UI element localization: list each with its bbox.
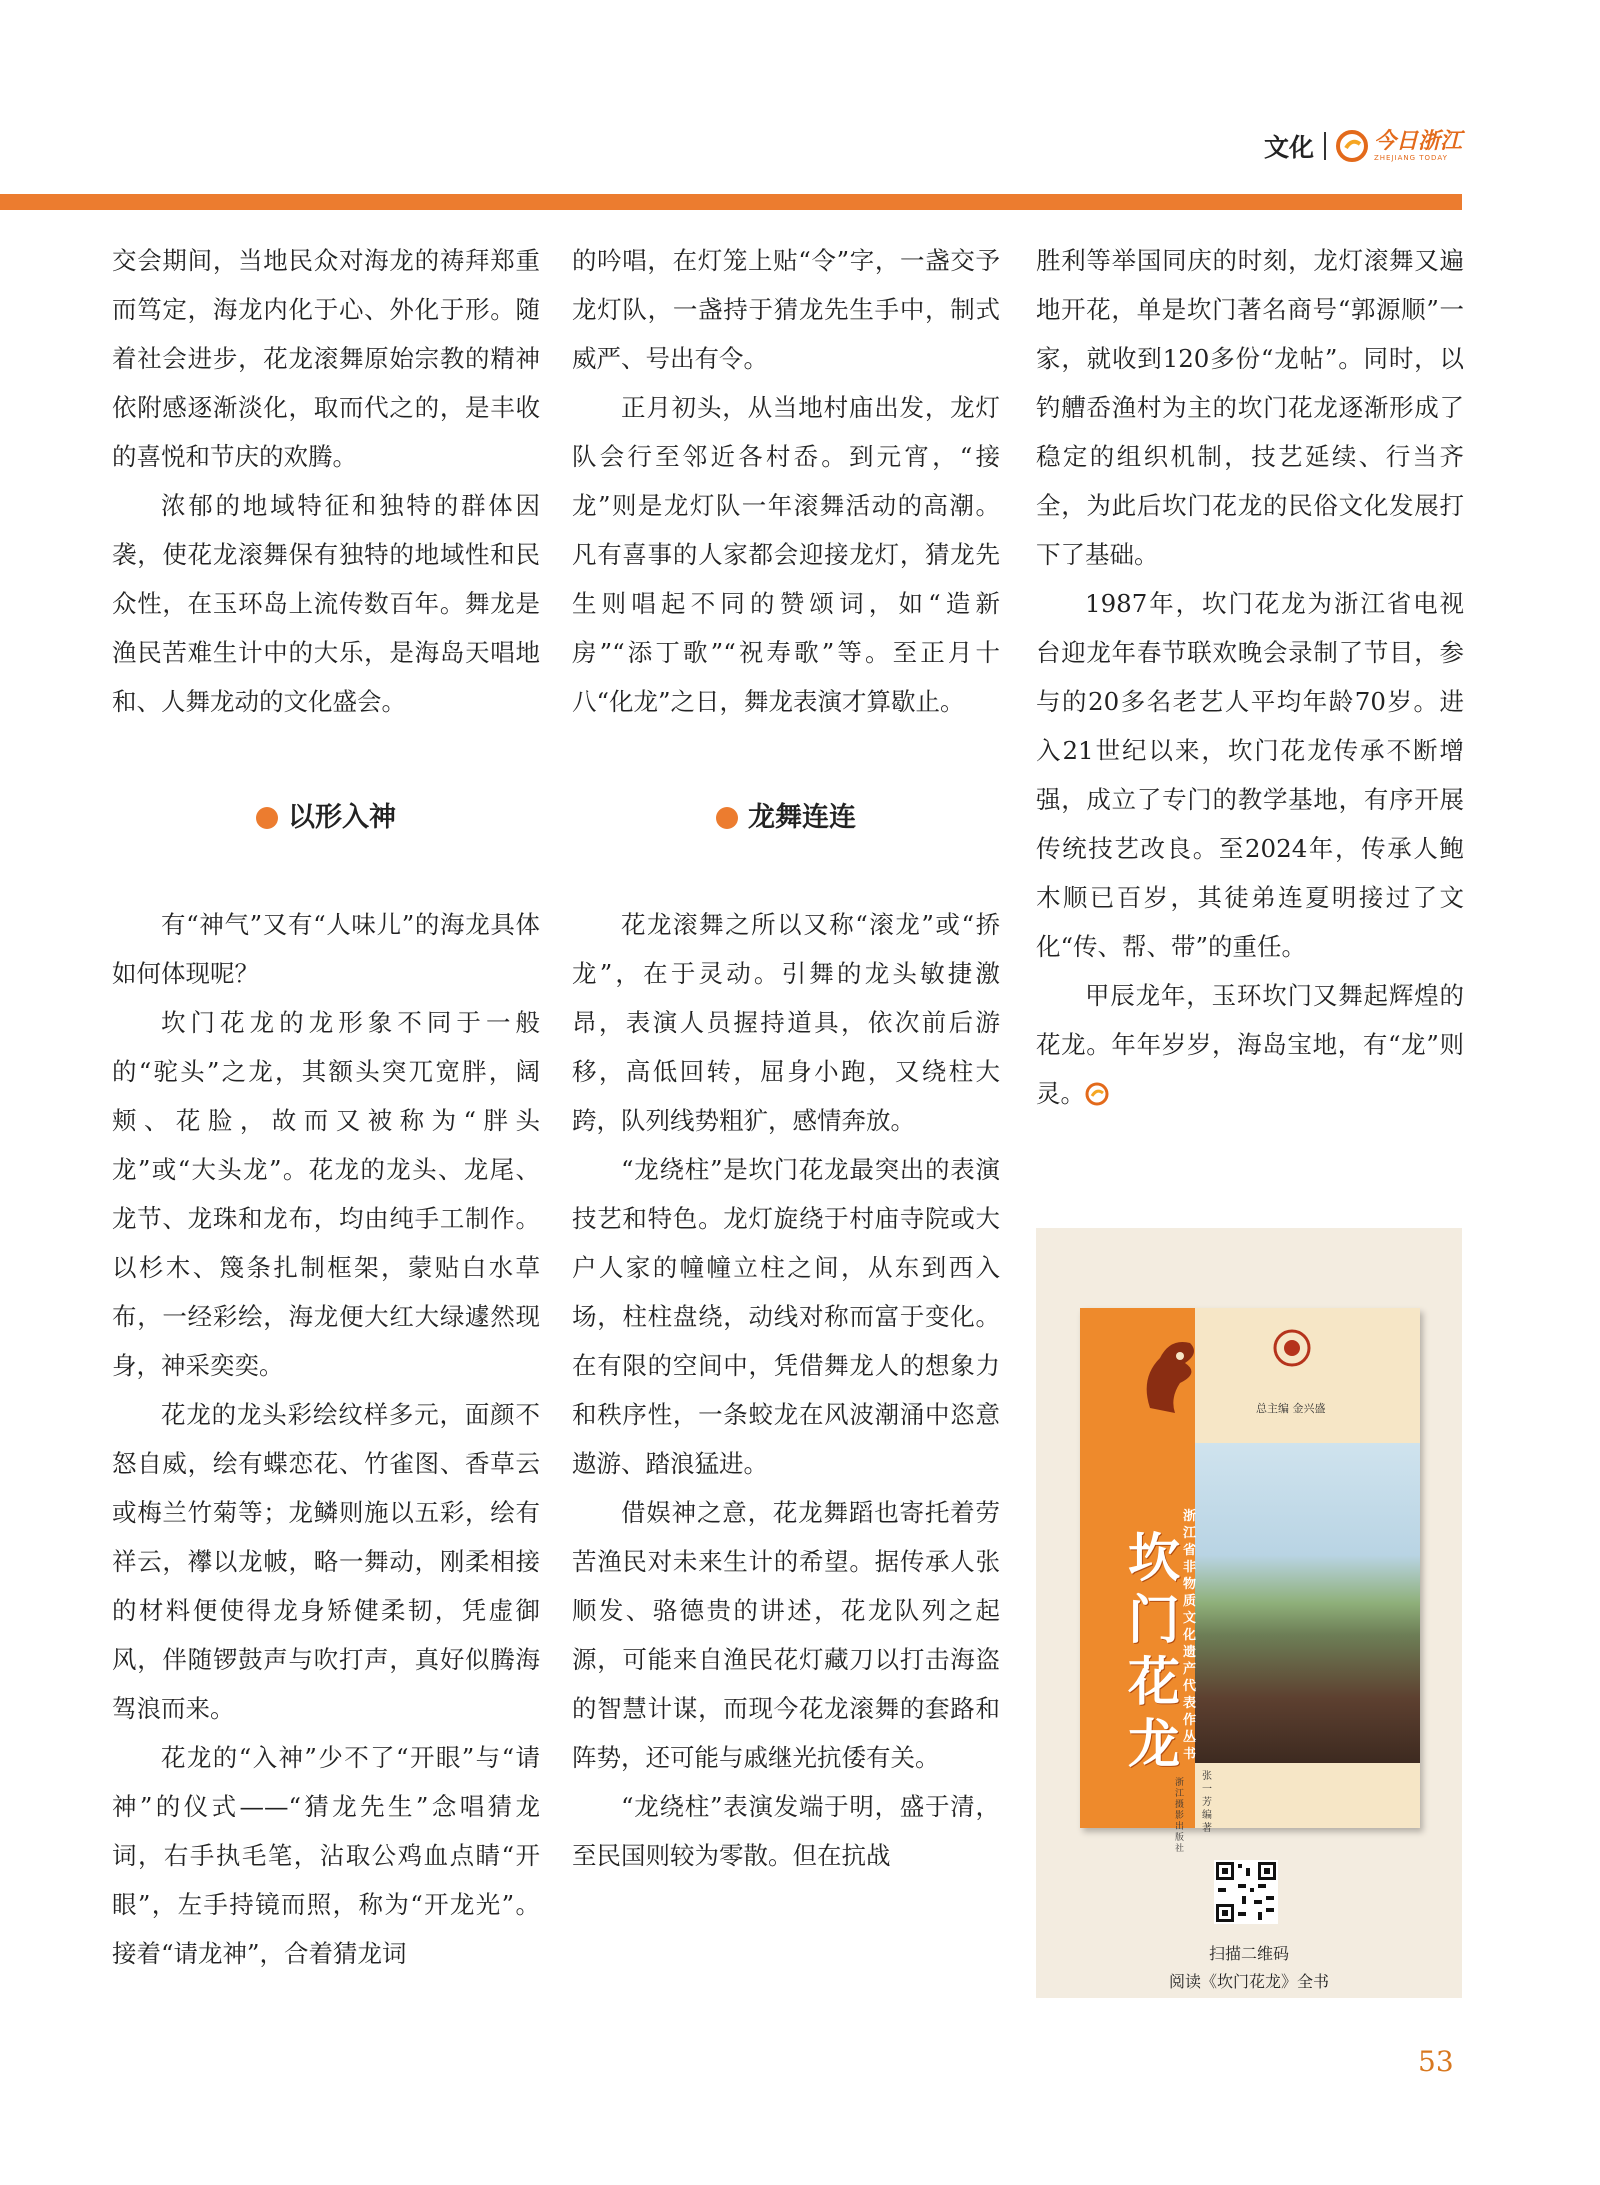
paragraph: 的吟唱，在灯笼上贴“令”字，一盏交予龙灯队，一盏持于猜龙先生手中，制式威严、号出有令。 [572, 246, 1000, 373]
paragraph: “龙绕柱”表演发端于明，盛于清，至民国则较为零散。但在抗战 [572, 1792, 1000, 1870]
paragraph: 胜利等举国同庆的时刻，龙灯滚舞又遍地开花，单是坎门著名商号“郭源顺”一家，就收到120多份“龙帖”。同时，以钓艚岙渔村为主的坎门花龙逐渐形成了稳定的组织机制，技艺延续、行当齐全，为此后坎门花龙的民俗文化发展打下了基础。 [1036, 246, 1464, 569]
paragraph: 浓郁的地域特征和独特的群体因袭，使花龙滚舞保有独特的地域性和民众性，在玉环岛上流传数百年。舞龙是渔民苦难生计中的大乐，是海岛天唱地和、人舞龙动的文化盛会。 [112, 491, 540, 716]
book-editor: 总主编 金兴盛 [1256, 1402, 1326, 1415]
paragraph: 有“神气”又有“人味儿”的海龙具体如何体现呢？ [112, 910, 540, 988]
section-label: 文化 [1263, 133, 1314, 162]
paragraph [1036, 971, 1464, 1118]
book-publisher: 浙江摄影出版社 [1175, 1778, 1185, 1854]
paragraph: 花龙的龙头彩绘纹样多元，面颜不怒自威，绘有蝶恋花、竹雀图、香草云或梅兰竹菊等；龙鳞则施以五彩，绘有祥云，襻以龙帔，略一舞动，刚柔相接的材料便使得龙身矫健柔韧，凭虚御风，伴随锣鼓声与吹打声，真好似腾海驾浪而来。 [112, 1400, 540, 1723]
qr-caption-line: 阅读《坎门花龙》全书 [1168, 1972, 1329, 1991]
book-author: 张一芳 编著 [1202, 1771, 1212, 1834]
paragraph: 正月初头，从当地村庙出发，龙灯队会行至邻近各村岙。到元宵，“接龙”则是龙灯队一年滚舞活动的高潮。凡有喜事的人家都会迎接龙灯，猜龙先生则唱起不同的赞颂词，如“造新房”“添丁歌”“祝寿歌”等。至正月十八“化龙”之日，舞龙表演才算歇止。 [572, 393, 1000, 716]
paragraph: 借娱神之意，花龙舞蹈也寄托着劳苦渔民对未来生计的希望。据传承人张顺发、骆德贵的讲述，花龙队列之起源，可能来自渔民花灯藏刀以打击海盗的智慧计谋，而现今花龙滚舞的套路和阵势，还可能与戚继光抗倭有关。 [572, 1498, 1000, 1772]
qr-code-icon[interactable] [1214, 1860, 1278, 1924]
book-title: 坎门花龙 [1127, 1529, 1180, 1775]
paragraph-text: 甲辰龙年，玉环坎门又舞起辉煌的花龙。年年岁岁，海岛宝地，有“龙”则灵。 [1036, 981, 1464, 1108]
section-heading-text: 以形入神 [288, 802, 396, 833]
header-divider [1324, 132, 1326, 160]
bullet-dot-icon [716, 807, 738, 829]
end-mark-icon [1085, 1082, 1109, 1106]
paragraph: 花龙的“入神”少不了“开眼”与“请神”的仪式——“猜龙先生”念唱猜龙词，右手执毛笔，沾取公鸡血点睛“开眼”，左手持镜而照，称为“开龙光”。接着“请龙神”，合着猜龙词 [112, 1743, 540, 1968]
book-series: 浙江省非物质文化遗产代表作丛书 [1183, 1509, 1197, 1762]
text-column-3 [1036, 236, 1464, 1118]
page-header [1264, 128, 1462, 164]
book-promo-box [1036, 1228, 1462, 1998]
header-accent-bar [0, 194, 1462, 210]
paragraph: 坎门花龙的龙形象不同于一般的“驼头”之龙，其额头突兀宽胖，阔颊、花脸，故而又被称为“胖头龙”或“大头龙”。花龙的龙头、龙尾、龙节、龙珠和龙布，均由纯手工制作。以杉木、篾条扎制框架，蒙贴白水草布，一经彩绘，海龙便大红大绿遽然现身，神采奕奕。 [112, 1008, 540, 1380]
heritage-emblem-icon [1272, 1328, 1312, 1368]
section-heading [572, 802, 1000, 834]
page-number: 53 [1418, 2045, 1454, 2078]
text-column-1 [112, 236, 540, 1978]
section-heading [112, 802, 540, 834]
book-cover[interactable] [1080, 1308, 1420, 1854]
bullet-dot-icon [256, 807, 278, 829]
logo-english-text: ZHEJIANG TODAY [1373, 153, 1448, 162]
paragraph: 交会期间，当地民众对海龙的祷拜郑重而笃定，海龙内化于心、外化于形。随着社会进步，花龙滚舞原始宗教的精神依附感逐渐淡化，取而代之的，是丰收的喜悦和节庆的欢腾。 [112, 246, 540, 471]
text-column-2 [572, 236, 1000, 1880]
dragon-head-icon [1130, 1328, 1210, 1418]
swirl-logo-icon [1336, 130, 1368, 162]
magazine-logo [1336, 130, 1462, 162]
paragraph: 1987年，坎门花龙为浙江省电视台迎龙年春节联欢晚会录制了节目，参与的20多名老艺人平均年龄70岁。进入21世纪以来，坎门花龙传承不断增强，成立了专门的教学基地，有序开展传统技艺改良。至2024年，传承人鲍木顺已百岁，其徒弟连夏明接过了文化“传、帮、带”的重任。 [1036, 589, 1464, 961]
section-heading-text: 龙舞连连 [748, 802, 856, 833]
qr-caption-line: 扫描二维码 [1208, 1944, 1289, 1963]
book-cover-photo [1195, 1443, 1420, 1763]
qr-caption [1036, 1940, 1462, 1996]
paragraph: 花龙滚舞之所以又称“滚龙”或“挢龙”，在于灵动。引舞的龙头敏捷激昂，表演人员握持道具，依次前后游移，高低回转，屈身小跑，又绕柱大跨，队列线势粗犷，感情奔放。 [572, 910, 1000, 1135]
paragraph: “龙绕柱”是坎门花龙最突出的表演技艺和特色。龙灯旋绕于村庙寺院或大户人家的幢幢立柱之间，从东到西入场，柱柱盘绕，动线对称而富于变化。在有限的空间中，凭借舞龙人的想象力和秩序性，一条蛟龙在风波潮涌中恣意遨游、踏浪猛进。 [572, 1155, 1000, 1478]
logo-chinese-text: 今日浙江 [1373, 128, 1462, 154]
